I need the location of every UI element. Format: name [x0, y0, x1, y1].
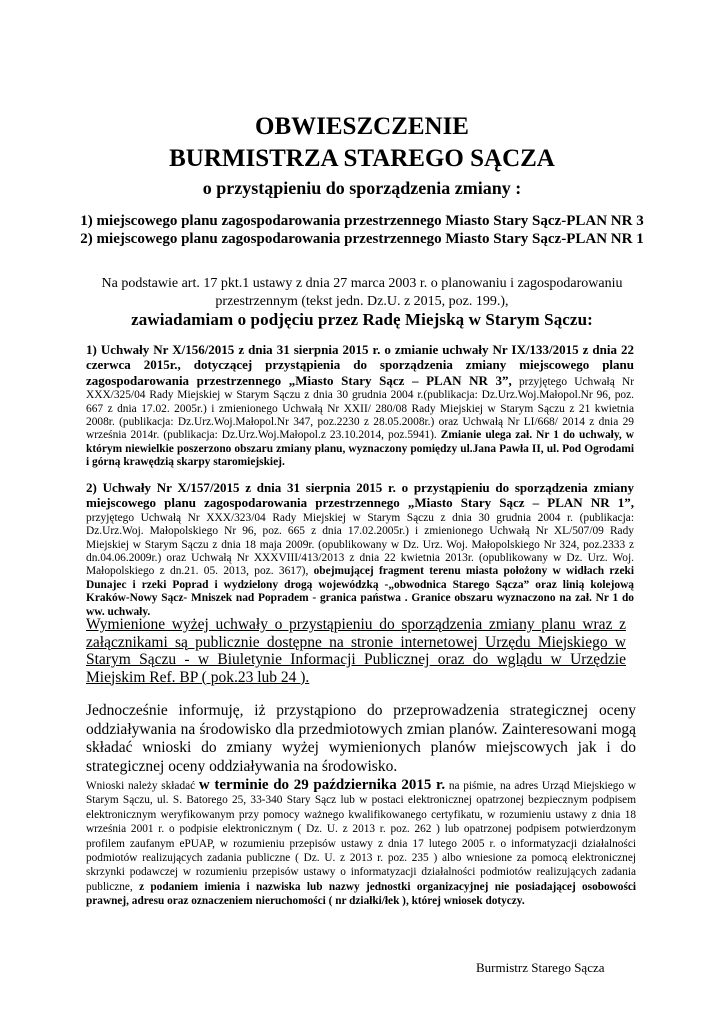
resolution-1-body: przyjętego Uchwałą Nr XXX/325/04 Rady Miejskiej w Starym Sączu z dnia 30 grudnia 2004 r.(publikacja: Dz.Urz.Woj.Małopol.Nr 96, poz. 667 z dnia 17.02. 2005r.) i zmienionego Uchwałą Nr XXII/ 280/08 Rady Miejskiej w Starym Sączu z 21 kwietnia 2008r. (publikacja: Dz.Urz.Woj.Małopol.Nr 347, poz.2230 z 28.05.2008r.) oraz Uchwałą Nr LI/668/ 2014 z dnia 29 września 2014r. (publikacja: Dz.Urz.Woj.Małopol.z 23.10.2014, poz.5941). [86, 375, 634, 442]
document-title: OBWIESZCZENIE [255, 113, 469, 140]
resolution-2-lead: 2) Uchwały Nr X/157/2015 z dnia 31 sierpnia 2015 r. o przystąpieniu do sporządzenia zmiany miejscowego planu zagospodarowania przestrzennego „Miasto Stary Sącz – PLAN NR 1”, [86, 480, 634, 511]
plan-item-1: 1) miejscowego planu zagospodarowania przestrzennego Miasto Stary Sącz-PLAN NR 3 [80, 213, 644, 229]
notification-heading: zawiadamiam o podjęciu przez Radę Miejską w Starym Sączu: [131, 310, 593, 329]
submission-deadline: w terminie do 29 października 2015 r. [198, 777, 446, 793]
publication-notice: Wymienione wyżej uchwały o przystąpieniu do sporządzenia zmiany planu wraz z załącznikami są publicznie dostępne na stronie internetowej Urzędu Miejskiego w Starym Sączu - w Biuletynie Informacji Publicznej oraz do wglądu w Urzędzie Miejskim Ref. BP ( pok.23 lub 24 ). [86, 616, 626, 686]
submission-instructions [86, 778, 636, 909]
document-issuer: BURMISTRZA STAREGO SĄCZA [169, 145, 555, 172]
resolution-1-tail: Zmianie ulega zał. Nr 1 do uchwały, w którym niewielkie poszerzono obszaru zmiany planu, wyznaczony pomiędzy ul.Jana Pawła II, ul. Pod Ogrodami i górną krawędzią skarpy staromiejskiej. [86, 429, 634, 469]
resolution-2-body: przyjętego Uchwałą Nr XXX/323/04 Rady Miejskiej w Starym Sączu z dnia 30 grudnia 2004 r. (publikacja: Dz.Urz.Woj. Małopolskiego Nr 96, poz. 665 z dnia 17.02.2005r.) i zmienionego Uchwałą Nr XL/507/09 Rady Miejskiej w Starym Sączu z dnia 18 maja 2009r. (opublikowany w Dz. Urz. Woj. Małopolskiego Nr 324, poz.2333 z dn.04.06.2009r.) oraz Uchwałą Nr XXXVIII/413/2013 z dnia 22 kwietnia 2013r. (opublikowany w Dz. Urz. Woj. Małopolskiego z dn.21. 05. 2013, poz. 3617), [86, 511, 634, 578]
document-subject: o przystąpieniu do sporządzenia zmiany : [202, 178, 522, 198]
signature: Burmistrz Starego Sącza [476, 960, 605, 975]
resolution-1-lead: 1) Uchwały Nr X/156/2015 z dnia 31 sierpnia 2015 r. o zmianie uchwały Nr IX/133/2015 z dnia 22 czerwca 2015r., dotyczącej przystąpienia do sporządzenia zmiany miejscowego planu zagospodarowania przestrzennego „Miasto Stary Sącz – PLAN NR 3”, [86, 342, 634, 388]
resolution-item-1 [86, 343, 634, 470]
resolution-2-tail: obejmującej fragment terenu miasta położony w widłach rzeki Dunajec i rzeki Poprad i wydzielony drogą wojewódzką -„obwodnica Starego Sącza” oraz linią kolejową Kraków-Nowy Sącz- Mniszek nad Popradem - granica państwa . Granice obszaru wyznaczono na zał. Nr 1 do ww. uchwały. [86, 565, 634, 618]
submission-body: na piśmie, na adres Urząd Miejskiego w Starym Sączu, ul. S. Batorego 25, 33-340 Stary Sącz lub w postaci elektronicznej opatrzonej bezpiecznym podpisem elektronicznym weryfikowanym przy pomocy ważnego kwalifikowanego certyfikatu, w rozumieniu ustawy z dnia 18 września 2001 r. o podpisie elektronicznym ( Dz. U. z 2013 r. poz. 262 ) lub opatrzonej podpisem potwierdzonym profilem zaufanym ePUAP, w rozumieniu przepisów ustawy z dnia 17 lutego 2005 r. o informatyzacji działalności podmiotów realizujących zadania publiczne ( Dz. U. z 2013 r. poz. 235 ) albo wniesione za pomocą elektronicznej skrzynki podawczej w rozumieniu przepisów ustawy o informatyzacji działalności podmiotów realizujących zadania publiczne, [86, 780, 637, 893]
submission-requirements: z podaniem imienia i nazwiska lub nazwy jednostki organizacyjnej nie posiadającej osobowości prawnej, adresu oraz oznaczeniem nieruchomości ( nr działki/łek ), której wniosek dotyczy. [86, 880, 637, 908]
environmental-assessment-notice: Jednocześnie informuję, iż przystąpiono do przeprowadzenia strategicznej oceny oddziaływania na środowisko dla przedmiotowych zmian planów. Zainteresowani mogą składać wnioski do zmiany wyżej wymienionych planów miejscowych jak i do strategicznej oceny oddziaływania na środowisko. [86, 702, 636, 775]
plan-item-2: 2) miejscowego planu zagospodarowania przestrzennego Miasto Stary Sącz-PLAN NR 1 [80, 231, 644, 247]
submission-intro: Wnioski należy składać [86, 780, 199, 792]
resolution-item-2 [86, 481, 634, 619]
legal-basis-line-2: przestrzennym (tekst jedn. Dz.U. z 2015, poz. 199.), [215, 294, 509, 309]
legal-basis-line-1: Na podstawie art. 17 pkt.1 ustawy z dnia 27 marca 2003 r. o planowaniu i zagospodarowaniu [101, 276, 623, 291]
